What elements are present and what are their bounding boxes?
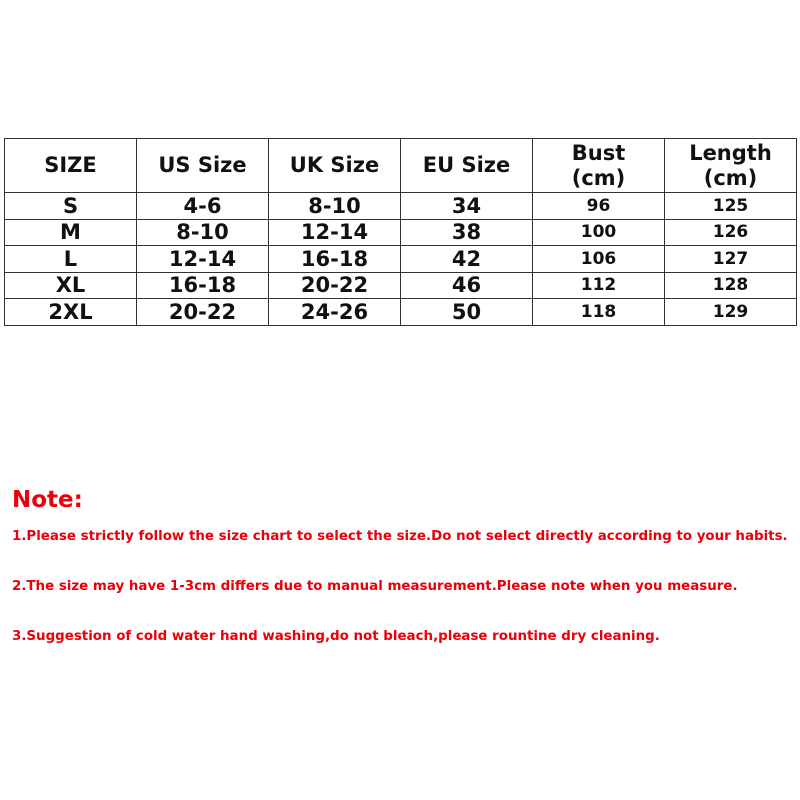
table-row xyxy=(5,299,797,326)
table-cell: 12-14 xyxy=(269,219,401,246)
table-row xyxy=(5,272,797,299)
table-cell: 4-6 xyxy=(137,193,269,220)
table-cell: 8-10 xyxy=(137,219,269,246)
note-title: Note: xyxy=(12,487,83,513)
table-cell: 38 xyxy=(401,219,533,246)
column-header-text: US Size xyxy=(158,153,247,177)
column-header-text: Length xyxy=(689,140,772,165)
table-cell: 2XL xyxy=(5,299,137,326)
table-cell: 46 xyxy=(401,272,533,299)
table-cell: 8-10 xyxy=(269,193,401,220)
table-row xyxy=(5,246,797,273)
table-cell: XL xyxy=(5,272,137,299)
table-cell: 16-18 xyxy=(269,246,401,273)
header-row xyxy=(5,139,797,193)
table-cell: 106 xyxy=(533,246,665,273)
column-header xyxy=(137,139,269,193)
table-cell: 12-14 xyxy=(137,246,269,273)
table-cell: M xyxy=(5,219,137,246)
column-header-text: EU Size xyxy=(422,153,511,177)
note-item-2: 2.The size may have 1-3cm differs due to manual measurement.Please note when you measure. xyxy=(12,579,738,594)
column-header-text: (cm) xyxy=(571,165,626,190)
size-chart-table xyxy=(4,138,797,326)
table-cell: 20-22 xyxy=(269,272,401,299)
table-row xyxy=(5,219,797,246)
table-row xyxy=(5,193,797,220)
table-cell: 126 xyxy=(665,219,797,246)
table-cell: 50 xyxy=(401,299,533,326)
table-cell: 34 xyxy=(401,193,533,220)
table-cell: S xyxy=(5,193,137,220)
note-item-3: 3.Suggestion of cold water hand washing,do not bleach,please rountine dry cleaning. xyxy=(12,629,660,644)
column-header xyxy=(401,139,533,193)
table-cell: 118 xyxy=(533,299,665,326)
table-cell: 24-26 xyxy=(269,299,401,326)
table-cell: 42 xyxy=(401,246,533,273)
table-cell: L xyxy=(5,246,137,273)
column-header xyxy=(665,139,797,193)
table-cell: 127 xyxy=(665,246,797,273)
table-cell: 125 xyxy=(665,193,797,220)
column-header xyxy=(5,139,137,193)
table-cell: 100 xyxy=(533,219,665,246)
table-cell: 96 xyxy=(533,193,665,220)
table-cell: 129 xyxy=(665,299,797,326)
note-item-1: 1.Please strictly follow the size chart to select the size.Do not select directly according to your habits. xyxy=(12,529,788,544)
column-header xyxy=(533,139,665,193)
column-header-text: Bust xyxy=(571,140,626,165)
column-header xyxy=(269,139,401,193)
table-cell: 16-18 xyxy=(137,272,269,299)
column-header-text: (cm) xyxy=(703,165,758,190)
column-header-text: UK Size xyxy=(289,153,380,177)
table-cell: 128 xyxy=(665,272,797,299)
table-cell: 20-22 xyxy=(137,299,269,326)
table-cell: 112 xyxy=(533,272,665,299)
column-header-text: SIZE xyxy=(44,153,97,177)
